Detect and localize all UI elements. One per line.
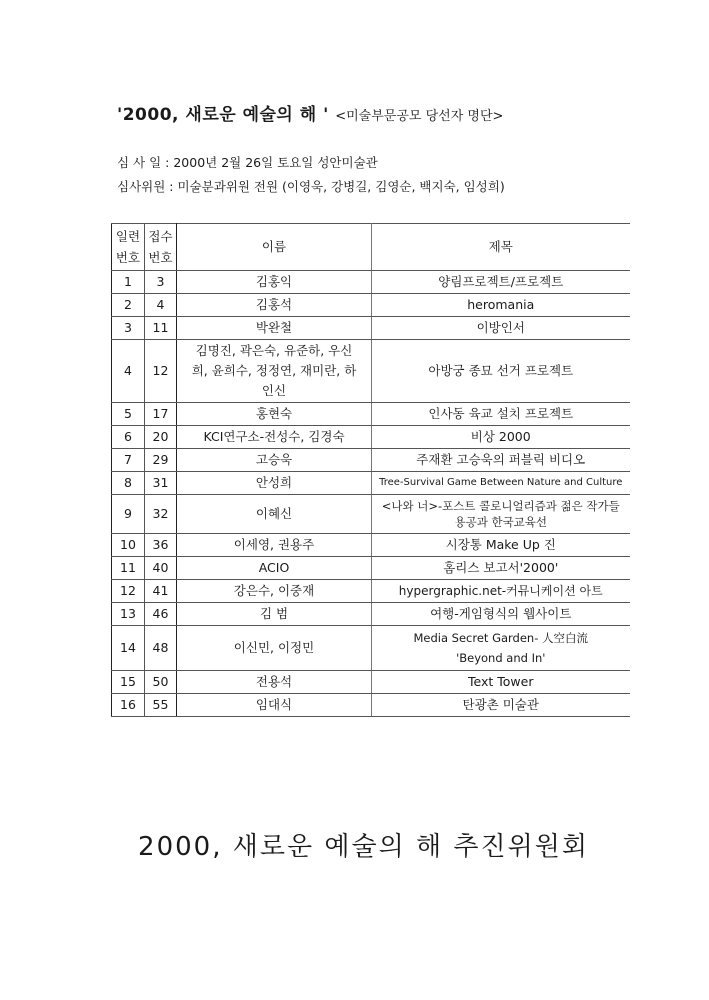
seq-cell: 2 [112, 294, 145, 317]
table-row [112, 603, 630, 626]
receipt-cell: 3 [145, 271, 177, 294]
work-cell: 양림프로젝트/프로젝트 [372, 271, 630, 294]
name-cell: 임대식 [177, 694, 372, 717]
receipt-cell: 50 [145, 671, 177, 694]
name-cell: 김홍석 [177, 294, 372, 317]
table-row [112, 557, 630, 580]
receipt-cell: 4 [145, 294, 177, 317]
seq-cell: 9 [112, 495, 145, 534]
seq-cell: 16 [112, 694, 145, 717]
table-row [112, 294, 630, 317]
seq-cell: 13 [112, 603, 145, 626]
work-cell: 탄광촌 미술관 [372, 694, 630, 717]
work-cell: Media Secret Garden- 人空白流 'Beyond and In' [372, 626, 630, 671]
work-cell: 시장통 Make Up 진 [372, 534, 630, 557]
receipt-cell: 48 [145, 626, 177, 671]
header-work: 제목 [372, 224, 630, 271]
name-cell: 김 범 [177, 603, 372, 626]
receipt-cell: 12 [145, 340, 177, 403]
committee-name: 2000, 새로운 예술의 해 추진위원회 [138, 832, 589, 862]
table-row [112, 626, 630, 671]
name-cell: 고승욱 [177, 449, 372, 472]
work-cell: 홈리스 보고서'2000' [372, 557, 630, 580]
table-row [112, 472, 630, 495]
name-cell: ACIO [177, 557, 372, 580]
work-cell: 아방궁 종묘 선거 프로젝트 [372, 340, 630, 403]
header-seq [112, 224, 145, 271]
work-cell: Tree-Survival Game Between Nature and Culture [372, 472, 630, 495]
header-seq-line2: 번호 [115, 250, 141, 265]
table-row [112, 271, 630, 294]
work-cell: 주재환 고승욱의 퍼블릭 비디오 [372, 449, 630, 472]
header-name: 이름 [177, 224, 372, 271]
table-row [112, 495, 630, 534]
name-cell: 안성희 [177, 472, 372, 495]
header-receipt-line2: 번호 [148, 250, 173, 265]
seq-cell: 14 [112, 626, 145, 671]
seq-cell: 10 [112, 534, 145, 557]
receipt-cell: 36 [145, 534, 177, 557]
name-cell: KCI연구소-전성수, 김경숙 [177, 426, 372, 449]
name-cell: 이신민, 이정민 [177, 626, 372, 671]
review-date-label: 심 사 일 : [117, 155, 170, 170]
work-cell: <나와 너>-포스트 콜로니얼리즘과 젊은 작가들 용공과 한국교육선 [372, 495, 630, 534]
name-cell: 김명진, 곽은숙, 유준하, 우신희, 윤희수, 정정연, 재미란, 하인신 [177, 340, 372, 403]
document-title [117, 100, 503, 125]
table-row [112, 403, 630, 426]
table-header-row [112, 224, 630, 271]
table-row [112, 694, 630, 717]
work-cell: heromania [372, 294, 630, 317]
table-row [112, 426, 630, 449]
seq-cell: 4 [112, 340, 145, 403]
header-receipt [145, 224, 177, 271]
judges-label: 심사위원 : [117, 179, 174, 194]
table-row [112, 317, 630, 340]
seq-cell: 3 [112, 317, 145, 340]
receipt-cell: 17 [145, 403, 177, 426]
review-date-value: 2000년 2월 26일 토요일 성안미술관 [173, 155, 378, 170]
receipt-cell: 29 [145, 449, 177, 472]
title-subtitle: <미술부문공모 당선자 명단> [335, 109, 504, 124]
receipt-cell: 20 [145, 426, 177, 449]
winners-table [111, 223, 630, 717]
name-cell: 전용석 [177, 671, 372, 694]
seq-cell: 12 [112, 580, 145, 603]
receipt-cell: 41 [145, 580, 177, 603]
table-row [112, 671, 630, 694]
header-receipt-line1: 접수 [148, 229, 173, 244]
work-cell: hypergraphic.net-커뮤니케이션 아트 [372, 580, 630, 603]
name-cell: 강은수, 이중재 [177, 580, 372, 603]
header-seq-line1: 일련 [115, 229, 141, 244]
seq-cell: 15 [112, 671, 145, 694]
receipt-cell: 46 [145, 603, 177, 626]
work-cell: 비상 2000 [372, 426, 630, 449]
work-cell: Text Tower [372, 671, 630, 694]
table-row [112, 340, 630, 403]
work-cell: 여행-게임형식의 웹사이트 [372, 603, 630, 626]
judges-line [117, 177, 505, 195]
receipt-cell: 40 [145, 557, 177, 580]
work-cell: 이방인서 [372, 317, 630, 340]
receipt-cell: 11 [145, 317, 177, 340]
seq-cell: 5 [112, 403, 145, 426]
seq-cell: 11 [112, 557, 145, 580]
judges-value: 미술분과위원 전원 (이영욱, 강병길, 김영순, 백지숙, 임성희) [177, 179, 505, 194]
name-cell: 박완철 [177, 317, 372, 340]
seq-cell: 6 [112, 426, 145, 449]
title-text: '2000, 새로운 예술의 해 ' [117, 105, 329, 125]
table-row [112, 580, 630, 603]
receipt-cell: 32 [145, 495, 177, 534]
name-cell: 이세영, 권용주 [177, 534, 372, 557]
seq-cell: 1 [112, 271, 145, 294]
table-row [112, 449, 630, 472]
seq-cell: 8 [112, 472, 145, 495]
seq-cell: 7 [112, 449, 145, 472]
name-cell: 김홍익 [177, 271, 372, 294]
name-cell: 홍현숙 [177, 403, 372, 426]
review-date-line [117, 153, 378, 171]
table-row [112, 534, 630, 557]
work-cell: 인사동 육교 설치 프로젝트 [372, 403, 630, 426]
receipt-cell: 31 [145, 472, 177, 495]
receipt-cell: 55 [145, 694, 177, 717]
name-cell: 이혜신 [177, 495, 372, 534]
